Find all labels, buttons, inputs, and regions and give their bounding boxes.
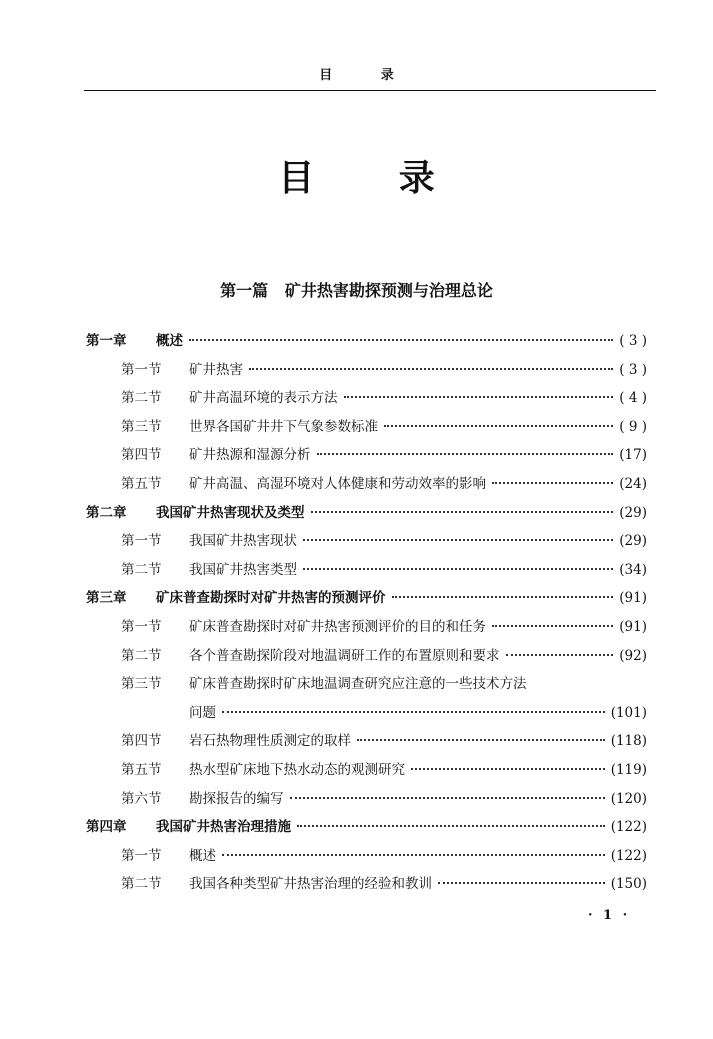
toc-dot-leader	[411, 767, 605, 770]
toc-entry-title: 矿井高温、高湿环境对人体健康和劳动效率的影响	[189, 476, 486, 492]
toc-dot-leader	[297, 824, 605, 827]
toc-dot-leader	[506, 653, 614, 656]
toc-entry-number: 第三节	[121, 676, 162, 693]
toc-dot-leader	[303, 538, 613, 541]
toc-section-entry[interactable]	[121, 788, 647, 810]
toc-dot-leader	[311, 510, 614, 513]
toc-entry-number: 第一节	[121, 847, 162, 864]
toc-dot-leader	[492, 481, 613, 484]
toc-section-entry[interactable]	[121, 387, 647, 409]
toc-dot-leader	[357, 738, 605, 741]
running-header: 目 录	[319, 68, 416, 83]
toc-entry-number: 第一节	[121, 533, 162, 550]
toc-entry-page: (34)	[619, 561, 647, 578]
toc-section-entry[interactable]	[121, 473, 647, 495]
toc-dot-leader	[344, 395, 614, 398]
toc-dot-leader	[303, 567, 613, 570]
header-rule	[84, 90, 656, 91]
toc-entry-page: (101)	[610, 704, 647, 721]
toc-entry-title: 岩石热物理性质测定的取样	[189, 733, 351, 750]
toc-entry-title: 矿井高温环境的表示方法	[189, 390, 338, 407]
toc-entry-title: 我国各种类型矿井热害治理的经验和教训	[189, 876, 432, 893]
toc-entry-page: (29)	[619, 504, 647, 521]
toc-entry-title: 矿床普查勘探时对矿井热害预测评价的目的和任务	[189, 619, 486, 635]
toc-entry-number: 第四节	[121, 447, 162, 464]
part-label: 第一篇	[220, 281, 269, 300]
part-title: 矿井热害勘探预测与治理总论	[284, 281, 493, 300]
toc-entry-title: 矿床普查勘探时对矿井热害的预测评价	[156, 590, 386, 607]
toc-entry-page: ( 4 )	[619, 390, 647, 407]
toc-entry-number: 第六节	[121, 790, 162, 807]
toc-entry-title: 勘探报告的编写	[189, 790, 284, 807]
toc-section-entry[interactable]	[121, 645, 647, 667]
toc-entry-number: 第四节	[121, 733, 162, 750]
toc-entry-page: (120)	[610, 790, 647, 807]
toc-entry-page: ( 3 )	[619, 361, 647, 378]
toc-entry-title: 我国矿井热害现状	[189, 533, 297, 550]
toc-chapter-entry[interactable]	[86, 587, 647, 609]
toc-entry-number: 第一节	[121, 619, 162, 635]
toc-entry-title: 各个普查勘探阶段对地温调研工作的布置原则和要求	[189, 647, 500, 664]
toc-chapter-entry[interactable]	[86, 816, 647, 838]
toc-dot-leader	[222, 853, 605, 856]
toc-section-entry[interactable]	[121, 873, 647, 895]
toc-entry-page: (122)	[610, 847, 647, 864]
toc-entry-title: 概述	[156, 333, 183, 349]
toc-dot-leader	[438, 881, 605, 884]
toc-entry-page: (118)	[610, 733, 647, 750]
toc-entry-number: 第一节	[121, 361, 162, 378]
toc-entry-number: 第五节	[121, 762, 162, 778]
toc-section-entry[interactable]	[121, 673, 647, 695]
toc-chapter-entry[interactable]	[86, 502, 647, 524]
toc-entry-page: ( 9 )	[619, 418, 647, 435]
toc-entry-number: 第二节	[121, 561, 162, 578]
toc-section-entry[interactable]	[121, 845, 647, 867]
toc-entry-title: 矿井热源和湿源分析	[189, 447, 311, 464]
toc-entry-page: (91)	[619, 619, 647, 635]
toc-entry-page: (92)	[619, 647, 647, 664]
toc-dot-leader	[492, 624, 613, 627]
toc-entry-page: ( 3 )	[619, 333, 647, 349]
toc-dot-leader	[222, 710, 605, 713]
toc-entry-page: (122)	[610, 819, 647, 836]
toc-entry-title: 我国矿井热害现状及类型	[156, 504, 305, 521]
toc-dot-leader	[189, 338, 613, 341]
toc-entry-number: 第二节	[121, 876, 162, 893]
toc-dot-leader	[392, 595, 614, 598]
toc-section-entry[interactable]	[121, 530, 647, 552]
toc-entry-title: 矿床普查勘探时矿床地温调查研究应注意的一些技术方法	[189, 676, 527, 693]
toc-entry-page: (91)	[619, 590, 647, 607]
toc-entry-title: 世界各国矿井井下气象参数标准	[189, 418, 378, 435]
toc-entry-page: (29)	[619, 533, 647, 550]
toc-entry-page: (17)	[619, 447, 647, 464]
page-title: 目 录	[278, 158, 471, 199]
toc-entry-number: 第三章	[86, 590, 127, 607]
toc-entry-title: 热水型矿床地下热水动态的观测研究	[189, 762, 405, 778]
toc-section-entry[interactable]	[121, 559, 647, 581]
toc-entry-title: 矿井热害	[189, 361, 243, 378]
toc-dot-leader	[249, 367, 613, 370]
toc-entry-number: 第三节	[121, 418, 162, 435]
toc-entry-number: 第二节	[121, 390, 162, 407]
toc-dot-leader	[384, 424, 613, 427]
toc-section-entry[interactable]	[121, 759, 647, 781]
toc-section-entry[interactable]	[121, 730, 647, 752]
toc-section-entry[interactable]	[121, 416, 647, 438]
toc-section-entry[interactable]	[121, 359, 647, 381]
toc-chapter-entry[interactable]	[86, 330, 647, 352]
toc-dot-leader	[317, 452, 614, 455]
toc-entry-number: 第四章	[86, 819, 127, 836]
toc-continuation-entry[interactable]	[189, 702, 647, 724]
toc-dot-leader	[290, 796, 605, 799]
toc-section-entry[interactable]	[121, 444, 647, 466]
toc-entry-number: 第二节	[121, 647, 162, 664]
toc-entry-number: 第五节	[121, 476, 162, 492]
toc-entry-title: 概述	[189, 847, 216, 864]
toc-entry-title: 我国矿井热害类型	[189, 561, 297, 578]
toc-entry-title: 问题	[189, 704, 216, 721]
part-heading	[0, 278, 713, 301]
toc-section-entry[interactable]	[121, 616, 647, 638]
toc-entry-page: (119)	[610, 762, 647, 778]
toc-entry-page: (24)	[619, 476, 647, 492]
toc-entry-number: 第一章	[86, 333, 127, 349]
toc-entry-number: 第二章	[86, 504, 127, 521]
toc-entry-title: 我国矿井热害治理措施	[156, 819, 291, 836]
page-number: · 1 ·	[588, 908, 631, 923]
toc-entry-page: (150)	[610, 876, 647, 893]
